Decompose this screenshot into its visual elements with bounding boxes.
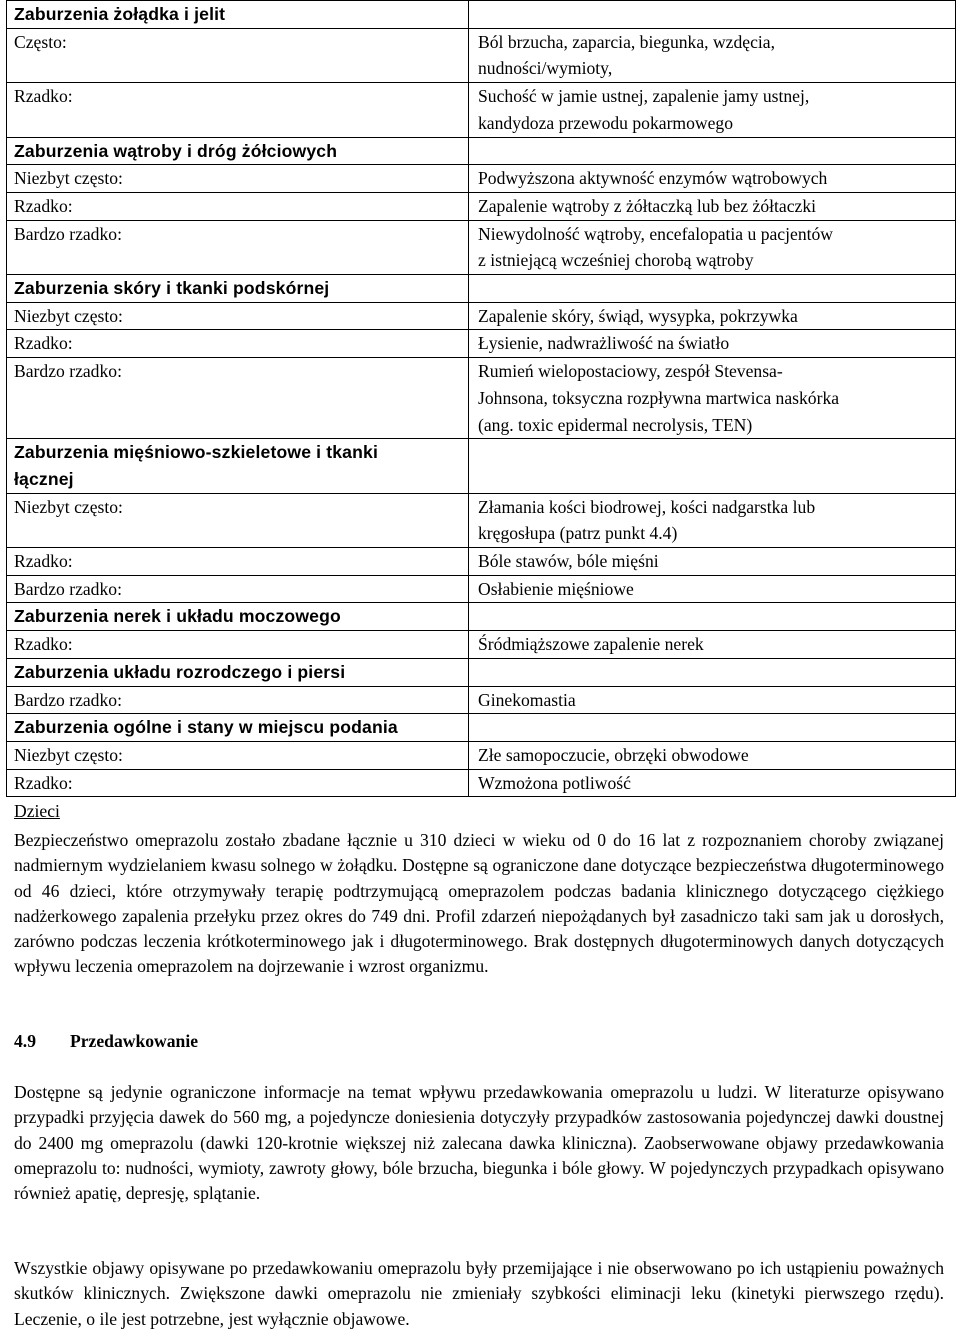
frequency-label: Niezbyt często: (7, 741, 469, 769)
section-title-line: łącznej (14, 468, 74, 489)
section-title: Zaburzenia żołądka i jelit (7, 1, 469, 29)
effect-description (469, 575, 956, 603)
effect-line: Suchość w jamie ustnej, zapalenie jamy ustnej, (478, 86, 810, 107)
effect-line: Ginekomastia (478, 689, 576, 710)
effect-line: Zapalenie skóry, świąd, wysypka, pokrzywka (478, 305, 798, 326)
frequency-label: Rzadko: (7, 769, 469, 797)
children-heading: Dzieci (14, 801, 60, 821)
effect-line: Rumień wielopostaciowy, zespół Stevensa- (478, 361, 783, 382)
effect-description (469, 548, 956, 576)
section-number: 4.9 (14, 1031, 36, 1051)
effect-line: nudności/wymioty, (478, 58, 613, 79)
effect-description (469, 28, 956, 82)
section-empty-cell (469, 714, 956, 742)
section-title: Zaburzenia wątroby i dróg żółciowych (7, 137, 469, 165)
effect-description (469, 493, 956, 547)
overdose-paragraph-2: Wszystkie objawy opisywane po przedawkowaniu omeprazolu były przemijające i nie obserwowano po ich ustąpieniu poważnych skutków klinicznych. Zwiększone dawki omeprazolu nie zmieniały szybkości eliminacji leku (kinetyki pierwszego rzędu). Leczenie, o ile jest potrzebne, jest wyłącznie objawowe. (14, 1258, 944, 1329)
section-header-row (7, 275, 956, 303)
frequency-label: Rzadko: (7, 631, 469, 659)
frequency-row (7, 358, 956, 439)
effect-description (469, 302, 956, 330)
section-header-row (7, 658, 956, 686)
effect-line: Ból brzucha, zaparcia, biegunka, wzdęcia, (478, 31, 775, 52)
overdose-paragraph-1: Dostępne są jedynie ograniczone informacje na temat wpływu przedawkowania omeprazolu u ludzi. W literaturze opisywano przypadki przyjęcia dawek do 560 mg, a pojedyncze doniesienia dotyczyły przypadków zastosowania pojedynczej dawki doustnej do 2400 mg omeprazolu (dawki 120-krotnie większej niż zalecana dawka kliniczna). Zaobserwowane objawy przedawkowania omeprazolu to: nudności, wymioty, zawroty głowy, bóle brzucha, biegunka i bóle głowy. W pojedynczych przypadkach opisywano również apatię, depresję, splątanie. (14, 1082, 944, 1204)
section-title: Zaburzenia skóry i tkanki podskórnej (7, 275, 469, 303)
effect-line: Złamania kości biodrowej, kości nadgarstka lub (478, 496, 816, 517)
frequency-row (7, 330, 956, 358)
section-header-row (7, 714, 956, 742)
effect-description (469, 220, 956, 274)
children-heading-block (14, 799, 944, 824)
frequency-label: Bardzo rzadko: (7, 358, 469, 439)
section-empty-cell (469, 658, 956, 686)
children-paragraph: Bezpieczeństwo omeprazolu zostało zbadane łącznie u 310 dzieci w wieku od 0 do 16 lat z rozpoznaniem choroby związanej nadmiernym wydzielaniem kwasu solnego w żołądku. Dostępne są ograniczone dane dotyczące bezpieczeństwa długoterminowego od 46 dzieci, które otrzymywały terapię podtrzymującą omeprazolem podczas badania klinicznego dotyczącego ciężkiego nadżerkowego zapalenia przełyku przez okres do 749 dni. Profil zdarzeń niepożądanych był zasadniczo taki sam jak u dorosłych, zarówno podczas leczenia krótkoterminowego jak i długoterminowego. Brak dostępnych długoterminowych danych dotyczących wpływu leczenia omeprazolem na dojrzewanie i wzrost organizmu. (14, 830, 944, 977)
effect-line: Złe samopoczucie, obrzęki obwodowe (478, 744, 749, 765)
frequency-row (7, 575, 956, 603)
section-header-row (7, 137, 956, 165)
frequency-row (7, 220, 956, 274)
effect-description (469, 165, 956, 193)
frequency-label: Rzadko: (7, 83, 469, 137)
effect-line: Łysienie, nadwrażliwość na światło (478, 333, 730, 354)
effect-description (469, 330, 956, 358)
section-empty-cell (469, 439, 956, 493)
section-title: Zaburzenia ogólne i stany w miejscu podania (7, 714, 469, 742)
effect-line: Niewydolność wątroby, encefalopatia u pacjentów (478, 223, 834, 244)
effect-description (469, 769, 956, 797)
effect-line: Śródmiąższowe zapalenie nerek (478, 634, 704, 655)
frequency-row (7, 631, 956, 659)
frequency-label: Rzadko: (7, 192, 469, 220)
frequency-row (7, 83, 956, 137)
frequency-label: Często: (7, 28, 469, 82)
effect-description (469, 741, 956, 769)
section-empty-cell (469, 603, 956, 631)
section-header-row (7, 439, 956, 493)
section-title: Przedawkowanie (70, 1031, 199, 1051)
frequency-row (7, 493, 956, 547)
section-empty-cell (469, 1, 956, 29)
section-title-line: Zaburzenia mięśniowo-szkieletowe i tkanki (14, 442, 378, 463)
section-empty-cell (469, 275, 956, 303)
frequency-label: Rzadko: (7, 548, 469, 576)
effect-description (469, 631, 956, 659)
effect-line: Wzmożona potliwość (478, 772, 631, 793)
effect-description (469, 358, 956, 439)
effect-line: kandydoza przewodu pokarmowego (478, 112, 734, 133)
effect-line: Bóle stawów, bóle mięśni (478, 551, 659, 572)
frequency-row (7, 769, 956, 797)
frequency-label: Bardzo rzadko: (7, 686, 469, 714)
effect-line: Podwyższona aktywność enzymów wątrobowych (478, 168, 828, 189)
effect-description (469, 192, 956, 220)
effect-description (469, 83, 956, 137)
frequency-label: Niezbyt często: (7, 302, 469, 330)
effect-line: (ang. toxic epidermal necrolysis, TEN) (478, 414, 753, 435)
frequency-label: Niezbyt często: (7, 165, 469, 193)
frequency-row (7, 302, 956, 330)
adverse-effects-table (6, 0, 956, 797)
frequency-label: Niezbyt często: (7, 493, 469, 547)
frequency-row (7, 192, 956, 220)
effect-line: kręgosłupa (patrz punkt 4.4) (478, 523, 678, 544)
frequency-row (7, 686, 956, 714)
section-header-row (7, 603, 956, 631)
section-header-row (7, 1, 956, 29)
effect-line: Osłabienie mięśniowe (478, 578, 634, 599)
frequency-row (7, 741, 956, 769)
frequency-label: Bardzo rzadko: (7, 575, 469, 603)
effect-line: Zapalenie wątroby z żółtaczką lub bez żółtaczki (478, 195, 817, 216)
section-heading (14, 1029, 944, 1054)
effect-line: Johnsona, toksyczna rozpływna martwica naskórka (478, 387, 840, 408)
effect-line: z istniejącą wcześniej chorobą wątroby (478, 250, 754, 271)
frequency-row (7, 28, 956, 82)
frequency-row (7, 548, 956, 576)
section-title (7, 439, 469, 493)
effect-description (469, 686, 956, 714)
frequency-label: Bardzo rzadko: (7, 220, 469, 274)
section-title: Zaburzenia nerek i układu moczowego (7, 603, 469, 631)
frequency-label: Rzadko: (7, 330, 469, 358)
section-title: Zaburzenia układu rozrodczego i piersi (7, 658, 469, 686)
frequency-row (7, 165, 956, 193)
section-empty-cell (469, 137, 956, 165)
